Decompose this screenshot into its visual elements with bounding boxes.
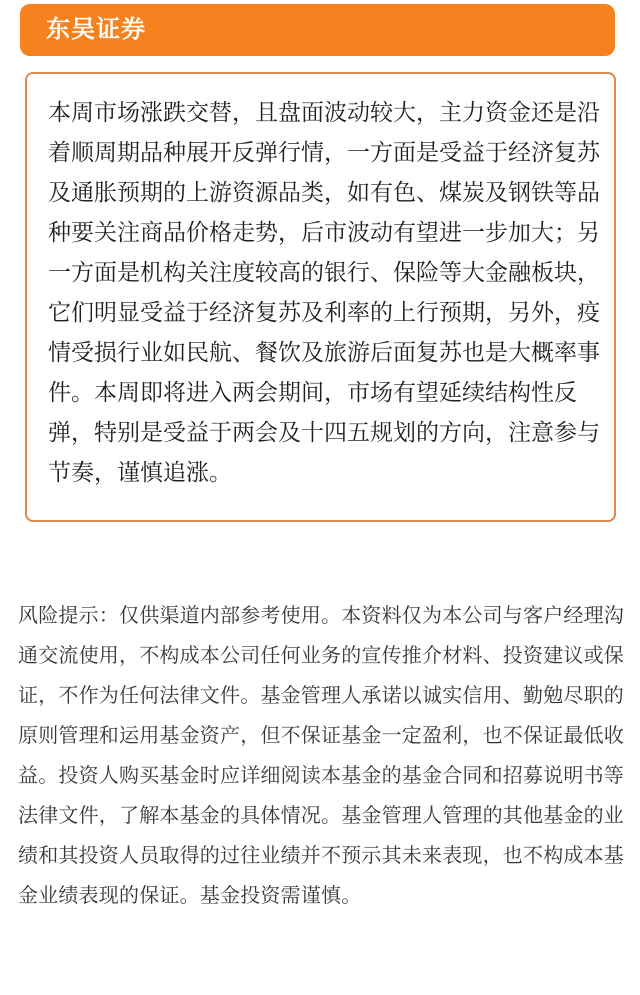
text-line: 着顺周期品种展开反弹行情，一方面是受益于经济复苏: [48, 139, 600, 165]
market-summary-box: [25, 72, 616, 522]
text-line: 节奏，谨慎追涨。: [48, 459, 232, 485]
text-line: 原则管理和运用基金资产，但不保证基金一定盈利，也不保证最低收: [18, 725, 624, 747]
text-line: 件。本周即将进入两会期间，市场有望延续结构性反: [48, 379, 577, 405]
text-line: 金业绩表现的保证。基金投资需谨慎。: [18, 885, 362, 907]
brand-header: [20, 4, 615, 56]
risk-disclaimer-text: [18, 596, 622, 916]
text-line: 种要关注商品价格走势，后市波动有望进一步加大；另: [48, 219, 600, 245]
text-line: 通交流使用，不构成本公司任何业务的宣传推介材料、投资建议或保: [18, 645, 624, 667]
text-line: 及通胀预期的上游资源品类，如有色、煤炭及钢铁等品: [48, 179, 600, 205]
text-line: 弹，特别是受益于两会及十四五规划的方向，注意参与: [48, 419, 600, 445]
text-line: 证，不作为任何法律文件。基金管理人承诺以诚实信用、勤勉尽职的: [18, 685, 624, 707]
text-line: 本周市场涨跌交替，且盘面波动较大，主力资金还是沿: [48, 99, 600, 125]
text-line: 绩和其投资人员取得的过往业绩并不预示其未来表现，也不构成本基: [18, 845, 624, 867]
text-line: 情受损行业如民航、餐饮及旅游后面复苏也是大概率事: [48, 339, 600, 365]
text-line: 它们明显受益于经济复苏及利率的上行预期，另外，疫: [48, 299, 600, 325]
brand-title: 东吴证券: [46, 16, 146, 43]
text-line: 一方面是机构关注度较高的银行、保险等大金融板块，: [48, 259, 600, 285]
text-line: 法律文件，了解本基金的具体情况。基金管理人管理的其他基金的业: [18, 805, 624, 827]
text-line: 风险提示：仅供渠道内部参考使用。本资料仅为本公司与客户经理沟: [18, 605, 624, 627]
text-line: 益。投资人购买基金时应详细阅读本基金的基金合同和招募说明书等: [18, 765, 624, 787]
market-summary-text: [48, 92, 600, 492]
